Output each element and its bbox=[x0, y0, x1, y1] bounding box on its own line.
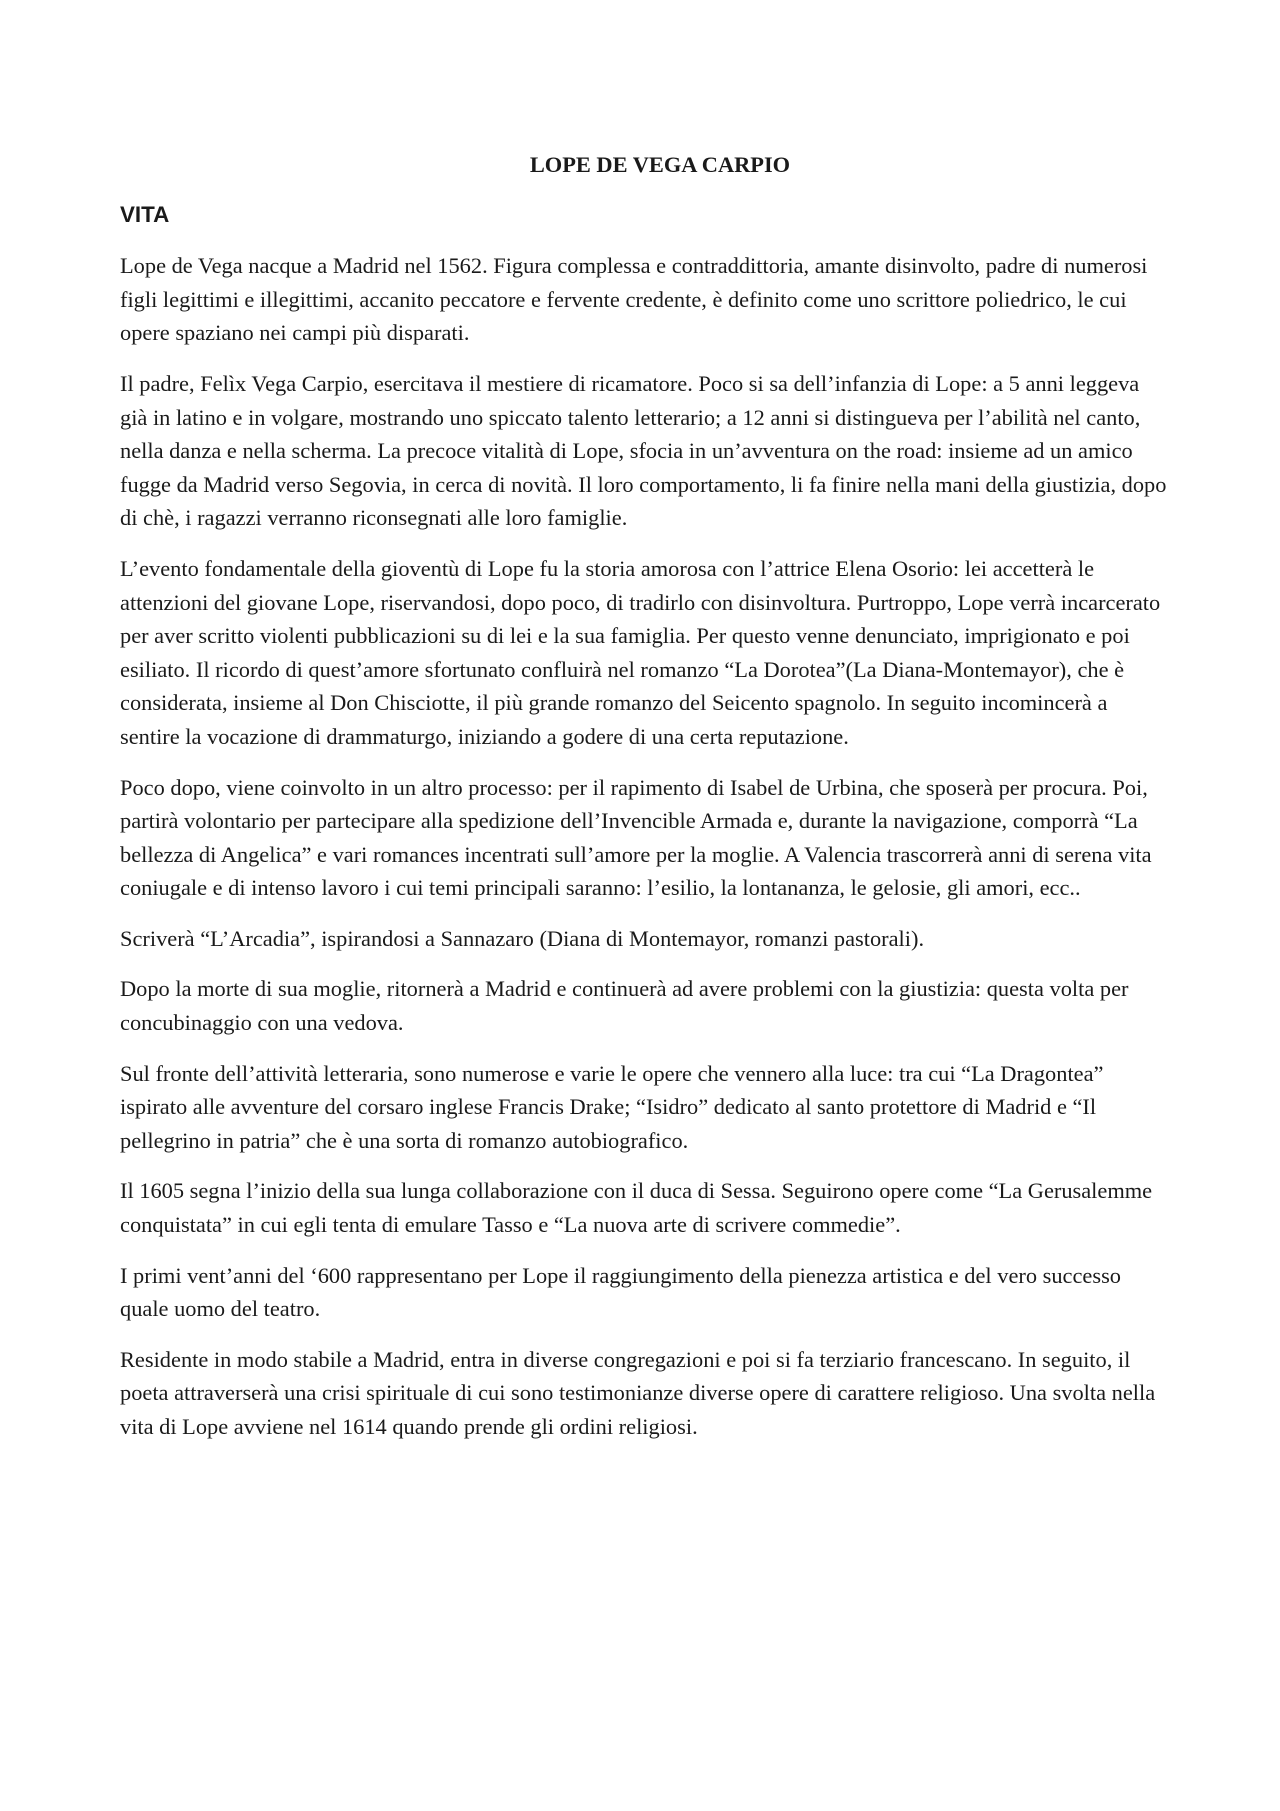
paragraph: Scriverà “L’Arcadia”, ispirandosi a Sannazaro (Diana di Montemayor, romanzi pastorali). bbox=[120, 925, 925, 951]
document-title: LOPE DE VEGA CARPIO bbox=[529, 152, 791, 177]
paragraph: Sul fronte dell’attività letteraria, sono numerose e varie le opere che vennero alla luce: tra cui “La Dragontea” ispirato alle avventure del corsaro inglese Francis Drake; “Isidro” dedicato al santo protettore di Madrid e “Il pellegrino in patria” che è una sorta di romanzo autobiografico. bbox=[120, 1060, 1104, 1153]
paragraph: Residente in modo stabile a Madrid, entra in diverse congregazioni e poi si fa terziario francescano. In seguito, il poeta attraverserà una crisi spirituale di cui sono testimonianze diverse opere di carattere religioso. Una svolta nella vita di Lope avviene nel 1614 quando prende gli ordini religiosi. bbox=[120, 1346, 1156, 1439]
paragraph: Il 1605 segna l’inizio della sua lunga collaborazione con il duca di Sessa. Seguirono opere come “La Gerusalemme conquistata” in cui egli tenta di emulare Tasso e “La nuova arte di scrivere commedie”. bbox=[120, 1178, 1153, 1238]
paragraph: I primi vent’anni del ‘600 rappresentano per Lope il raggiungimento della pienezza artistica e del vero successo quale uomo del teatro. bbox=[120, 1262, 1121, 1322]
document-body bbox=[120, 148, 1170, 1461]
section-heading-vita: VITA bbox=[120, 201, 170, 227]
paragraph: Dopo la morte di sua moglie, ritornerà a Madrid e continuerà ad avere problemi con la giustizia: questa volta per concubinaggio con una vedova. bbox=[120, 976, 1129, 1036]
paragraph: Poco dopo, viene coinvolto in un altro processo: per il rapimento di Isabel de Urbina, che sposerà per procura. Poi, partirà volontario per partecipare alla spedizione dell’Invencible Armada e, durante la navigazione, comporrà “La bellezza di Angelica” e vari romances incentrati sull’amore per la moglie. A Valencia trascorrerà anni di serena vita coniugale e di intenso lavoro i cui temi principali saranno: l’esilio, la lontananza, le gelosie, gli amori, ecc.. bbox=[120, 774, 1152, 901]
paragraph: L’evento fondamentale della gioventù di Lope fu la storia amorosa con l’attrice Elena Osorio: lei accetterà le attenzioni del giovane Lope, riservandosi, dopo poco, di tradirlo con disinvoltura. Purtroppo, Lope verrà incarcerato per aver scritto violenti pubblicazioni su di lei e la sua famiglia. Per questo venne denunciato, imprigionato e poi esiliato. Il ricordo di quest’amore sfortunato confluirà nel romanzo “La Dorotea”(La Diana-Montemayor), che è considerata, insieme al Don Chisciotte, il più grande romanzo del Seicento spagnolo. In seguito incomincerà a sentire la vocazione di drammaturgo, iniziando a godere di una certa reputazione. bbox=[120, 555, 1161, 749]
paragraph: Il padre, Felìx Vega Carpio, esercitava il mestiere di ricamatore. Poco si sa dell’infanzia di Lope: a 5 anni leggeva già in latino e in volgare, mostrando uno spiccato talento letterario; a 12 anni si distingueva per l’abilità nel canto, nella danza e nella scherma. La precoce vitalità di Lope, sfocia in un’avventura on the road: insieme ad un amico fugge da Madrid verso Segovia, in cerca di novità. Il loro comportamento, li fa finire nella mani della giustizia, dopo di chè, i ragazzi verranno riconsegnati alle loro famiglie. bbox=[120, 370, 1167, 531]
paragraph: Lope de Vega nacque a Madrid nel 1562. Figura complessa e contraddittoria, amante disinvolto, padre di numerosi figli legittimi e illegittimi, accanito peccatore e fervente credente, è definito come uno scrittore poliedrico, le cui opere spaziano nei campi più disparati. bbox=[120, 253, 1148, 346]
